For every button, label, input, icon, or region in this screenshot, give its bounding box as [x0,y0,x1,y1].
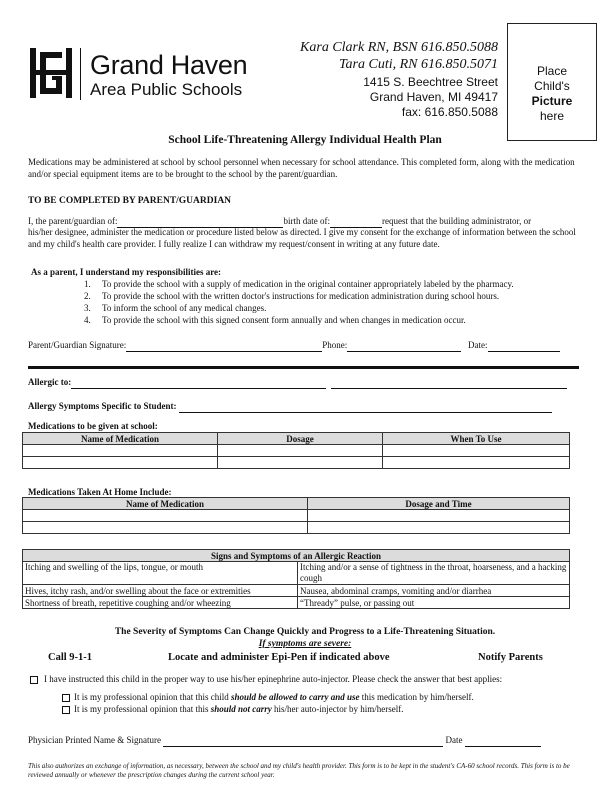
home-meds-col-dosage-time: Dosage and Time [308,498,570,510]
nurse-contact-2: Tara Cuti, RN 616.850.5071 [339,57,498,72]
responsibility-item: 3. To inform the school of any medical changes. [84,303,267,313]
birth-date-field[interactable] [330,218,382,228]
fax-number: fax: 616.850.5088 [401,105,498,119]
table-row[interactable] [23,457,570,469]
responsibility-item: 1. To provide the school with a supply of medication in the original container appropriately labeled by the pharmacy. [84,279,514,289]
home-meds-heading: Medications Taken At Home Include: [28,487,172,497]
school-logo [26,46,76,105]
table-row[interactable] [23,522,570,534]
responsibility-item: 2. To provide the school with the written doctor's instructions for medication administration during school hours. [84,291,500,301]
school-meds-col-dosage: Dosage [218,433,383,445]
option-not-allowed-checkbox[interactable] [62,706,70,714]
child-name-field[interactable] [117,218,283,228]
school-meds-heading: Medications to be given at school: [28,421,158,431]
consent-line [28,216,588,228]
reaction-table [22,549,570,609]
physician-signature-label: Physician Printed Name & Signature [28,735,161,745]
allergic-to-row [28,377,567,389]
option-allowed-row: It is my professional opinion that this child should be allowed to carry and use this medication by him/herself. [62,692,474,704]
photo-label-3: Picture [531,94,573,108]
table-row: Shortness of breath, repetitive coughing and/or wheezing “Thready” pulse, or passing out [23,597,570,609]
brand-subtitle: Area Public Schools [90,80,243,99]
reaction-heading: Signs and Symptoms of an Allergic Reaction [23,550,570,562]
parent-signature-row [28,340,560,352]
parent-signature-field[interactable] [126,342,322,352]
parent-section-heading: TO BE COMPLETED BY PARENT/GUARDIAN [28,196,232,206]
nurse-contact-1: Kara Clark RN, BSN 616.850.5088 [300,40,498,55]
parent-signature-label: Parent/Guardian Signature: [28,340,127,350]
section-divider [28,366,579,369]
responsibilities-list [84,278,514,326]
photo-label-2: Child's [534,79,570,93]
responsibilities-heading: As a parent, I understand my responsibilities are: [31,267,222,277]
address-line-2: Grand Haven, MI 49417 [369,90,498,104]
responsibility-item: 4. To provide the school with this signed consent form annually and when changes in medication occur. [84,315,466,325]
school-meds-table [22,432,570,469]
address-line-1: 1415 S. Beechtree Street [363,75,498,89]
option-not-allowed-row: It is my professional opinion that this should not carry his/her auto-injector by him/herself. [62,704,403,716]
physician-signature-field[interactable] [163,737,443,747]
instruction-text: I have instructed this child in the proper way to use his/her epinephrine auto-injector. Please check the answer that best applies: [44,674,503,684]
table-row[interactable] [23,445,570,457]
allergic-to-label: Allergic to: [28,377,72,387]
logo-divider [80,48,81,100]
severity-warning: The Severity of Symptoms Can Change Quickly and Progress to a Life-Threatening Situation. [114,627,496,637]
footer-note: This also authorizes an exchange of information, as necessary, between the school and my child's health provider. This form is to be kept in the student's CA-60 school records. This form is to be reviewed annually or whenever the prescription changes during the current school year. [28,762,570,779]
allergic-to-field-1[interactable] [71,379,326,389]
physician-date-label: Date [445,735,463,745]
date-label: Date: [468,340,488,350]
option-allowed-checkbox[interactable] [62,694,70,702]
instructed-checkbox[interactable] [30,676,38,684]
symptoms-field[interactable] [179,403,552,413]
consent-label-child: I, the parent/guardian of: [28,216,118,226]
photo-label-1: Place [536,64,568,78]
phone-field[interactable] [347,342,461,352]
document-title: School Life-Threatening Allergy Individual Health Plan [168,134,442,146]
home-meds-col-name: Name of Medication [23,498,308,510]
severity-condition: If symptoms are severe: [258,639,352,649]
photo-label-4: here [539,109,565,123]
consent-paragraph: his/her designee, administer the medication or procedure listed below as directed. I give my consent for the exchange of information between the school and my child's health care provider. I fully realize I can withdraw my request/consent in writing at any future date. [28,227,576,249]
action-call-911: Call 9-1-1 [48,652,93,663]
physician-signature-row [28,735,541,747]
home-meds-table [22,497,570,534]
consent-label-request: request that the building administrator, or [381,216,532,226]
brand-name: Grand Haven [90,50,248,80]
symptoms-row [28,401,552,413]
allergic-to-field-2[interactable] [331,379,567,389]
action-notify-parents: Notify Parents [478,652,543,663]
instruction-row [30,674,590,686]
phone-label: Phone: [322,340,348,350]
physician-date-field[interactable] [465,737,541,747]
table-row[interactable] [23,510,570,522]
table-row: Hives, itchy rash, and/or swelling about the face or extremities Nausea, abdominal cramps, vomiting and/or diarrhea [23,585,570,597]
action-epipen: Locate and administer Epi-Pen if indicated above [168,652,390,663]
table-row: Itching and swelling of the lips, tongue, or mouth Itching and/or a sense of tightness in the throat, hoarseness, and a hacking cough [23,562,570,585]
symptoms-label: Allergy Symptoms Specific to Student: [28,401,177,411]
child-photo-box[interactable] [507,23,597,141]
date-field[interactable] [488,342,560,352]
school-meds-col-when: When To Use [383,433,570,445]
intro-paragraph: Medications may be administered at school by school personnel when necessary for school attendance. This completed form, along with the medication and/or special equipment items are to be brought to the school by the parent/guardian. [28,157,575,179]
consent-label-birthdate: birth date of: [283,216,330,226]
school-meds-col-name: Name of Medication [23,433,218,445]
